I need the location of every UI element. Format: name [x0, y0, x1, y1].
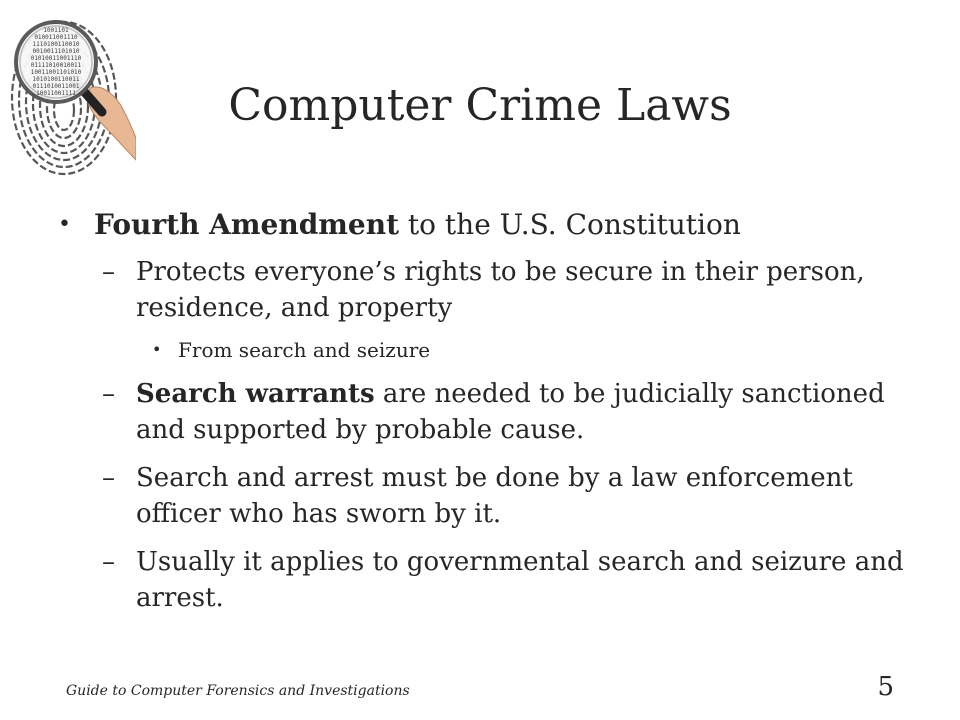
dash-icon: –	[102, 547, 115, 577]
sub-bullet-text: Protects everyone’s rights to be secure in their person, residence, and property	[136, 257, 865, 323]
bullet-fourth-amendment	[56, 206, 916, 244]
svg-text:010011001110: 010011001110	[34, 34, 78, 41]
dash-icon: –	[102, 257, 115, 287]
bullet-icon: •	[152, 340, 162, 359]
slide-title: Computer Crime Laws	[228, 80, 732, 131]
slide-content	[56, 206, 916, 628]
sub-bullet-search-warrants	[56, 376, 916, 448]
svg-text:1001101: 1001101	[43, 27, 69, 34]
page-number: 5	[877, 672, 894, 702]
sub-bullet-search-arrest	[56, 460, 916, 532]
dash-icon: –	[102, 463, 115, 493]
sub-bullet-text: Usually it applies to governmental search and seizure and arrest.	[136, 547, 904, 613]
svg-text:01111010010011: 01111010010011	[30, 62, 82, 69]
sub-bullet-text: are needed to be judicially sanctioned and supported by probable cause.	[136, 379, 885, 445]
dash-icon: –	[102, 379, 115, 409]
bullet-icon: •	[58, 212, 71, 237]
svg-text:1110100110010: 1110100110010	[32, 41, 80, 48]
bullet-bold-text: Fourth Amendment	[94, 208, 400, 241]
svg-text:01010011001110: 01010011001110	[30, 55, 82, 62]
sub-bullet-protects	[56, 254, 916, 326]
sub-sub-bullet-search-seizure	[56, 336, 916, 364]
sub-bullet-governmental	[56, 544, 916, 616]
svg-text:10011001101010: 10011001101010	[30, 69, 82, 76]
svg-text:10011001111: 10011001111	[36, 90, 76, 97]
footer-text: Guide to Computer Forensics and Investigations	[66, 683, 410, 699]
svg-text:0111010011001: 0111010011001	[32, 83, 80, 90]
sub-bullet-text: Search and arrest must be done by a law enforcement officer who has sworn by it.	[136, 463, 853, 529]
bullet-text: to the U.S. Constitution	[399, 208, 741, 241]
svg-text:0010011101010: 0010011101010	[32, 48, 80, 55]
sub-bullet-bold-text: Search warrants	[136, 379, 375, 409]
sub-sub-bullet-text: From search and seizure	[178, 338, 431, 362]
svg-text:1010100110011: 1010100110011	[32, 76, 80, 83]
